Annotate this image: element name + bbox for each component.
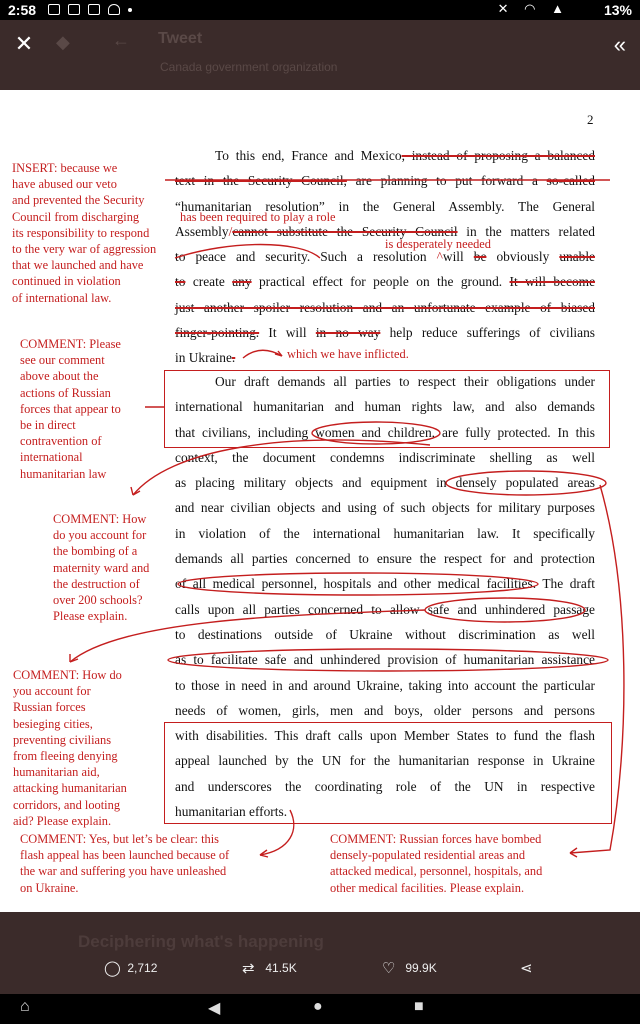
text-line: that civilians, including women and children, are fully protected. In this (175, 424, 595, 440)
reply-count: 2,712 (127, 961, 158, 975)
text-line: needs of women, girls, men and boys, older persons and persons (175, 702, 595, 718)
close-icon[interactable]: ✕ (14, 31, 34, 56)
circle-safe-passage (425, 598, 585, 622)
home-nav-icon[interactable]: ● (313, 998, 323, 1015)
annotation-comment-flash: COMMENT: Yes, but let’s be clear: this flash appeal has been launched because of the war and suffering you have unleashed on Ukraine. (20, 832, 230, 895)
annotation-comment-besieging: COMMENT: How do you account for Russian forces besieging cities, preventing civilians from fleeing denying humanitarian aid, attacking humanitarian corridors, and looting aid? Please explain. (13, 668, 127, 828)
text-line: humanitarian efforts. (175, 804, 288, 820)
text-line: international humanitarian and human rights law, and also demands (175, 399, 595, 415)
insert-role: has been required to play a role (180, 210, 336, 224)
annotation-insert-veto: INSERT: because we have abused our veto and prevented the Security Council from discharging its responsibility to respond to the very war of aggression that we launched and have continued in violation of international law. (12, 161, 157, 305)
reply-button[interactable] (104, 958, 157, 978)
text-line: text in the Security Council, are planning to put forward a so-called (175, 173, 595, 189)
text-line: as to facilitate safe and unhindered provision of humanitarian assistance (175, 652, 595, 668)
tweet-action-bar (0, 912, 640, 994)
share-icon: ⋖ (520, 959, 533, 977)
text-line: demands all parties concerned to ensure the respect for and protection (175, 551, 595, 567)
text-line: “humanitarian resolution” in the General Assembly. The General (175, 198, 595, 214)
retweet-button[interactable] (242, 958, 297, 978)
faint-background-text: Deciphering what's happening (78, 932, 324, 951)
annotation-comment-bombing: COMMENT: How do you account for the bombing of a maternity ward and the destruction of over 200 schools? Please explain. (53, 512, 150, 624)
heart-icon: ♡ (382, 959, 396, 977)
reply-icon: ◯ (104, 959, 121, 977)
annotation-comment-bombed: COMMENT: Russian forces have bombed densely-populated residential areas and attacked medical, personnel, hospitals, and other medical facilities. Please explain. (330, 832, 543, 895)
text-line: of all medical personnel, hospitals and other medical facilities. The draft (175, 576, 595, 592)
text-line: and near civilian objects and using of such objects for military purposes (175, 500, 595, 516)
text-line: just another spoiler resolution and an unfortunate example of biased (175, 299, 595, 315)
back-nav-icon[interactable]: ◀ (208, 1000, 221, 1017)
insert-inflicted: which we have inflicted. (287, 347, 409, 361)
text-line: in Ukraine. (175, 350, 236, 366)
signal-icons: ✕ ◠ ▲ (497, 1, 570, 16)
text-line: To this end, France and Mexico, instead of proposing a balanced (215, 148, 595, 163)
text-line: in violation of the international humanitarian law. It specifically (175, 525, 595, 541)
alert-notification-icon (108, 4, 120, 15)
text-line: to create any practical effect for people on the ground. It will become (175, 274, 596, 290)
status-bar (0, 0, 640, 20)
calendar-notification-icon (68, 4, 80, 15)
text-line: context, the document condemns indiscriminate shelling as well (175, 449, 595, 465)
back-arrow-icon: ← (112, 30, 130, 50)
system-nav-bar (0, 994, 640, 1024)
circle-humanitarian-assistance (168, 649, 608, 671)
retweet-icon: ⇄ (242, 959, 255, 977)
battery-level: 13% (603, 2, 632, 18)
image-notification-icon (48, 4, 60, 15)
twitter-bird-icon: ◆ (56, 32, 70, 52)
red-markup-strokes (0, 90, 640, 912)
arrow-to-flash (260, 810, 294, 855)
status-time: 2:58 (8, 2, 37, 18)
share-button[interactable] (520, 958, 540, 978)
text-line: finger-pointing. It will in no way help reduce sufferings of civilians (175, 325, 595, 341)
arrow-to-bombed (570, 485, 624, 853)
arrow-to-bombing (133, 440, 430, 495)
text-line: to those in need in and around Ukraine, taking into account the particular (175, 677, 595, 693)
text-line: appeal launched by the UN for the humanitarian response in Ukraine (175, 753, 595, 769)
like-button[interactable] (382, 958, 437, 978)
collapse-icon[interactable]: « (613, 32, 626, 57)
retweet-count: 41.5K (265, 961, 297, 975)
text-line: as placing military objects and equipment in densely populated areas (175, 475, 595, 491)
text-line: Assembly/cannot substitute the Security Council in the matters related (175, 223, 595, 239)
text-line: Our draft demands all parties to respect their obligations under (215, 374, 595, 389)
arrow-to-besieging (70, 610, 425, 662)
viewer-top-bar (0, 20, 640, 90)
page-number: 2 (587, 112, 594, 127)
text-line: to peace and security. Such a resolution ^will be obviously unable (175, 249, 596, 265)
insert-needed: is desperately needed (385, 237, 491, 251)
page-title: Tweet (158, 30, 203, 47)
document-image (0, 90, 640, 912)
text-line: to destinations outside of Ukraine without discrimination as well (175, 626, 595, 642)
account-label: Canada government organization (160, 60, 338, 74)
text-line: and underscores the coordinating role of the UN in respective (175, 778, 595, 794)
mail-notification-icon (88, 4, 100, 15)
annotation-comment-actions: COMMENT: Please see our comment above about the actions of Russian forces that appear to be in direct contravention of international humanitarian law (20, 337, 121, 481)
circle-densely-populated (446, 471, 606, 495)
text-line: calls upon all parties concerned to allow safe and unhindered passage (175, 601, 595, 617)
like-count: 99.9K (405, 961, 437, 975)
home-app-icon[interactable]: ⌂ (20, 998, 30, 1015)
recents-nav-icon[interactable]: ■ (414, 998, 424, 1015)
security-circle (175, 245, 320, 259)
text-line: with disabilities. This draft calls upon Member States to fund the flash (175, 728, 595, 744)
circle-medical-facilities (178, 573, 538, 595)
more-notifications-icon (128, 8, 132, 12)
